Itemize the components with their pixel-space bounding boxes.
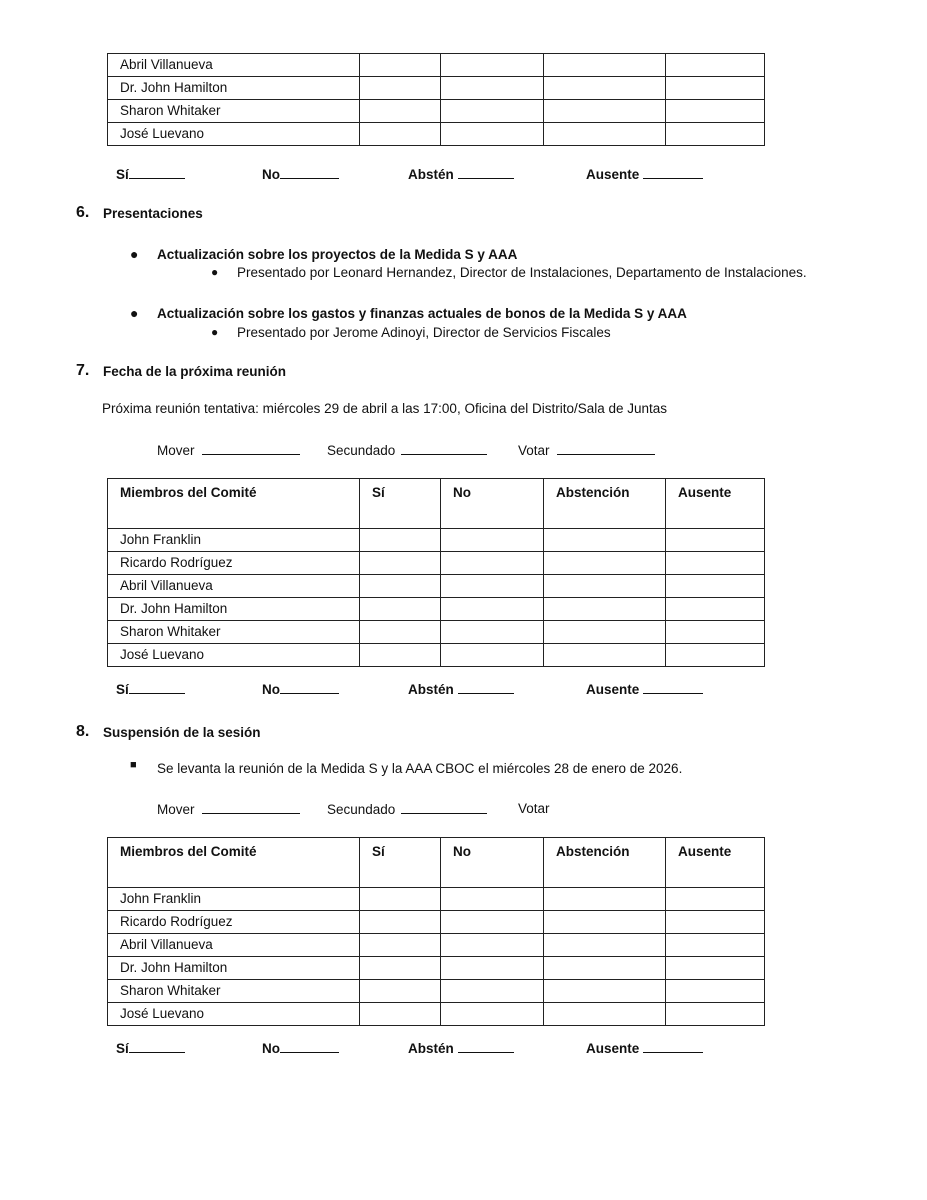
section-title: Fecha de la próxima reunión xyxy=(103,364,287,379)
tally-no: No xyxy=(262,681,339,697)
table-row xyxy=(108,575,765,598)
section-text: Se levanta la reunión de la Medida S y la AAA CBOC el miércoles 28 de enero de 2026. xyxy=(157,761,683,776)
vote-table-continued xyxy=(107,53,765,146)
column-header: Abstención xyxy=(544,838,666,888)
table-row xyxy=(108,934,765,957)
table-header-row xyxy=(108,838,765,888)
tally-absten: Abstén xyxy=(408,1040,514,1056)
table-row xyxy=(108,644,765,667)
column-header: Sí xyxy=(360,838,441,888)
table-row xyxy=(108,54,765,77)
section-number: 8. xyxy=(76,723,90,740)
table-header-row xyxy=(108,479,765,529)
section-number: 7. xyxy=(76,362,90,379)
table-row xyxy=(108,100,765,123)
tally-si: Sí xyxy=(116,681,185,697)
bullet-icon: ● xyxy=(130,246,139,262)
member-name: José Luevano xyxy=(108,123,360,146)
section-title: Presentaciones xyxy=(103,206,203,221)
item-heading: Actualización sobre los gastos y finanzas actuales de bonos de la Medida S y AAA xyxy=(157,306,687,321)
sub-bullet-icon: ● xyxy=(211,325,219,339)
column-header: No xyxy=(441,479,544,529)
motion-mover: Mover xyxy=(157,801,300,817)
table-row xyxy=(108,911,765,934)
member-name: Dr. John Hamilton xyxy=(108,598,360,621)
table-row xyxy=(108,957,765,980)
tally-si: Sí xyxy=(116,1040,185,1056)
tally-ausente: Ausente xyxy=(586,1040,703,1056)
table-row xyxy=(108,552,765,575)
vote-table xyxy=(107,837,765,1026)
motion-mover: Mover xyxy=(157,442,300,458)
table-row xyxy=(108,621,765,644)
column-header: Ausente xyxy=(666,838,765,888)
table-row xyxy=(108,529,765,552)
member-name: Abril Villanueva xyxy=(108,934,360,957)
member-name: Dr. John Hamilton xyxy=(108,957,360,980)
motion-secundado: Secundado xyxy=(327,801,487,817)
table-row xyxy=(108,888,765,911)
member-name: Sharon Whitaker xyxy=(108,100,360,123)
motion-secundado: Secundado xyxy=(327,442,487,458)
member-name: Abril Villanueva xyxy=(108,54,360,77)
section-title: Suspensión de la sesión xyxy=(103,725,261,740)
column-header: No xyxy=(441,838,544,888)
tally-si: Sí xyxy=(116,166,185,182)
sub-bullet-icon: ● xyxy=(211,265,219,279)
member-name: José Luevano xyxy=(108,1003,360,1026)
table-row xyxy=(108,77,765,100)
item-sub: Presentado por Jerome Adinoyi, Director de Servicios Fiscales xyxy=(237,325,611,340)
table-row xyxy=(108,980,765,1003)
motion-votar: Votar xyxy=(518,442,655,458)
item-sub: Presentado por Leonard Hernandez, Director de Instalaciones, Departamento de Instalaciones. xyxy=(237,265,807,280)
column-header: Abstención xyxy=(544,479,666,529)
column-header: Ausente xyxy=(666,479,765,529)
member-name: Sharon Whitaker xyxy=(108,621,360,644)
member-name: John Franklin xyxy=(108,888,360,911)
bullet-icon: ● xyxy=(130,305,139,321)
section-number: 6. xyxy=(76,204,90,221)
member-name: Abril Villanueva xyxy=(108,575,360,598)
tally-no: No xyxy=(262,1040,339,1056)
tally-ausente: Ausente xyxy=(586,681,703,697)
member-name: Dr. John Hamilton xyxy=(108,77,360,100)
tally-absten: Abstén xyxy=(408,166,514,182)
member-name: José Luevano xyxy=(108,644,360,667)
tally-no: No xyxy=(262,166,339,182)
member-name: Ricardo Rodríguez xyxy=(108,552,360,575)
vote-table xyxy=(107,478,765,667)
column-header: Sí xyxy=(360,479,441,529)
square-bullet-icon: ■ xyxy=(130,759,137,771)
member-name: John Franklin xyxy=(108,529,360,552)
member-name: Ricardo Rodríguez xyxy=(108,911,360,934)
column-header: Miembros del Comité xyxy=(108,838,360,888)
section-text: Próxima reunión tentativa: miércoles 29 de abril a las 17:00, Oficina del Distrito/Sala de Juntas xyxy=(102,401,668,416)
column-header: Miembros del Comité xyxy=(108,479,360,529)
motion-votar: Votar xyxy=(518,801,550,816)
table-row xyxy=(108,123,765,146)
table-row xyxy=(108,598,765,621)
tally-absten: Abstén xyxy=(408,681,514,697)
table-row xyxy=(108,1003,765,1026)
member-name: Sharon Whitaker xyxy=(108,980,360,1003)
item-heading: Actualización sobre los proyectos de la Medida S y AAA xyxy=(157,247,518,262)
tally-ausente: Ausente xyxy=(586,166,703,182)
